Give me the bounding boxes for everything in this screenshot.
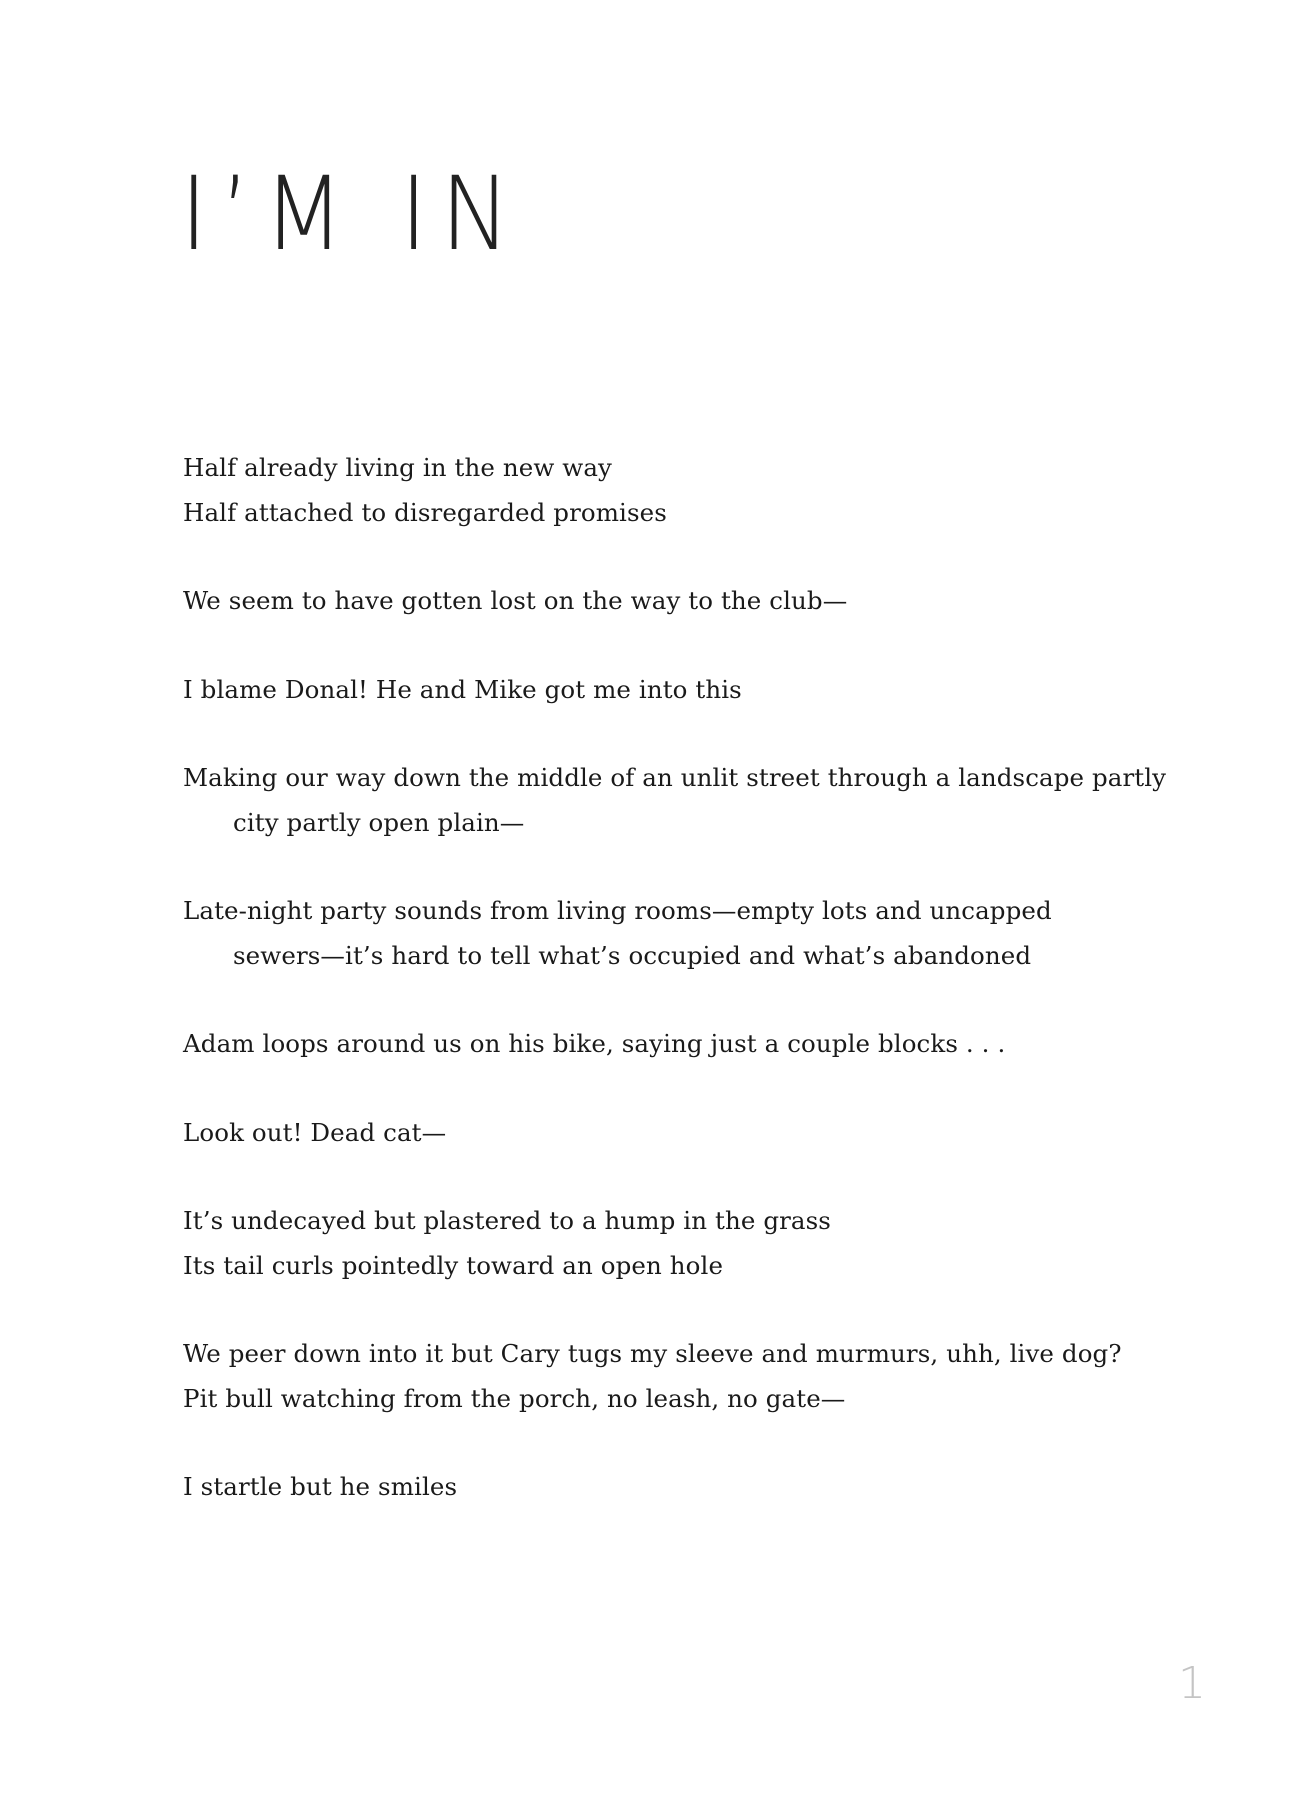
stanza: [183, 579, 1143, 624]
stanza: [183, 668, 1143, 713]
poem-line: Adam loops around us on his bike, saying just a couple blocks . . .: [183, 1029, 1006, 1058]
stanza: [183, 1199, 1143, 1288]
poem-line: Look out! Dead cat—: [183, 1117, 447, 1147]
poem-body: [183, 446, 1167, 1554]
poem-line: We seem to have gotten lost on the way to the club—: [183, 586, 848, 615]
poem-line: Late-night party sounds from living rooms—empty lots and uncapped: [183, 896, 1052, 925]
page-number: 1: [1178, 1658, 1206, 1709]
poem-line: Pit bull watching from the porch, no leash, no gate—: [183, 1383, 846, 1413]
stanza: [183, 446, 1143, 535]
poem-line: We peer down into it but Cary tugs my sleeve and murmurs, uhh, live dog?: [183, 1339, 1122, 1368]
poem-line: Half attached to disregarded promises: [183, 497, 667, 527]
poem-line: I startle but he smiles: [183, 1472, 458, 1501]
stanza: [183, 1465, 1143, 1510]
poem-line-indented: city partly open plain—: [233, 807, 525, 837]
stanza: [183, 756, 1167, 845]
poem-line: Its tail curls pointedly toward an open hole: [183, 1250, 724, 1280]
poem-line: It’s undecayed but plastered to a hump in the grass: [183, 1206, 831, 1235]
stanza: [183, 1111, 1143, 1156]
stanza: [183, 889, 1143, 978]
poem-line: I blame Donal! He and Mike got me into this: [183, 674, 742, 704]
poem-title: I’M IN: [180, 155, 524, 274]
poem-line: Making our way down the middle of an unlit street through a landscape partly: [183, 763, 1167, 792]
stanza: [183, 1022, 1143, 1067]
poem-line-indented: sewers—it’s hard to tell what’s occupied and what’s abandoned: [233, 940, 1032, 970]
poem-line: Half already living in the new way: [183, 453, 613, 482]
stanza: [183, 1332, 1143, 1421]
